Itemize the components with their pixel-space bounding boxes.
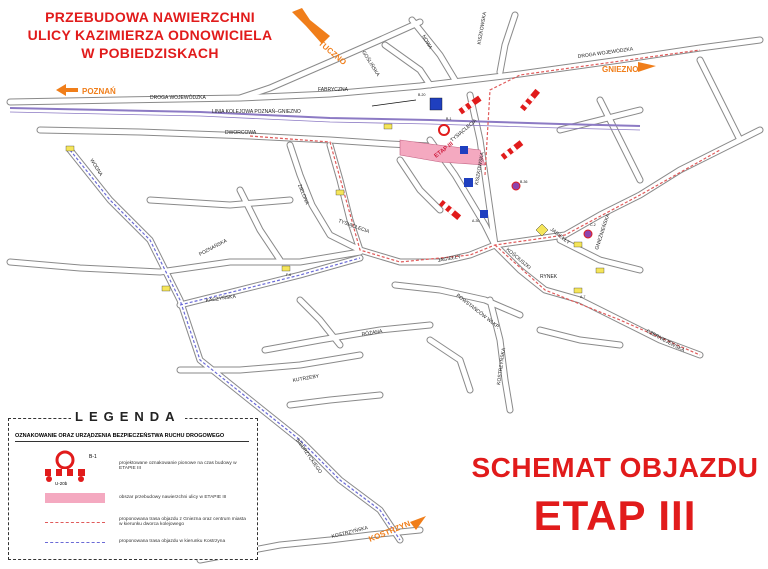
street-wodna: WODNA (88, 157, 104, 178)
legend-row2-desc: obszar przebudowy nawierzchni ulicy w ETAPIE III (119, 495, 227, 500)
street-zielona: ZIELONA (296, 183, 310, 206)
legend-heading: LEGENDA (71, 409, 185, 424)
street-droga-wojewodzka-left: DROGA WOJEWÓDZKA (150, 95, 206, 101)
b1-sign-icon (57, 452, 73, 468)
schemat-line-1: SCHEMAT OBJAZDU (471, 452, 759, 483)
sign-label-b36: B-36 (520, 180, 528, 184)
legend-subheading: OZNAKOWANIE ORAZ URZĄDZENIA BEZPIECZEŃSTWA RUCHU DROGOWEGO (15, 433, 249, 442)
direction-poznan (56, 84, 116, 96)
street-kutrzeby: KUTRZEBY (292, 373, 320, 384)
street-kiszkowska-top: KISZKOWSKA (476, 11, 489, 46)
street-fabryczna: FABRYCZNA (318, 87, 348, 93)
street-kiszkowska-mid: KISZKOWSKA (474, 151, 486, 186)
sign-blue-square-2 (464, 178, 473, 187)
schemat-line-2: ETAP III (533, 492, 697, 539)
sign-label-f6: F-6 (286, 273, 292, 277)
legend-pink-swatch (45, 493, 105, 503)
title-line-3: W POBIEDZISKACH (81, 45, 219, 61)
legend-sign-b1-label: B-1 (89, 454, 97, 460)
street-goslinska: GOŚLIŃSKA (360, 49, 381, 78)
sign-label-b20: B-20 (418, 93, 426, 97)
street-dworcowa: DWORCOWA (225, 130, 257, 136)
etap-iii-road-label: ETAP III (433, 141, 455, 160)
street-droga-wojewodzka-right: DROGA WOJEWÓDZKA (577, 46, 634, 60)
street-kostrzynska-bottom: KOSTRZYŃSKA (331, 525, 369, 540)
legend-box (8, 409, 258, 560)
sign-blue-square (460, 146, 468, 154)
direction-label-tuczno: TUCZNO (316, 38, 349, 67)
sign-label-a7: A-7 (580, 295, 586, 299)
legend-blue-dash (45, 542, 105, 543)
street-kostrzynska-mid: KOSTRZYŃSKA (496, 347, 508, 386)
street-kosciuszki: KOŚCIUSZKI (504, 246, 532, 272)
street-czerniejewska: CZERNIEJEWSKA (645, 328, 686, 354)
title-line-2: ULICY KAZIMIERZA ODNOWICIELA (27, 27, 273, 43)
street-tysiaclecia-top: TYSIĄCLECIA (449, 118, 479, 144)
direction-tuczno (292, 8, 348, 67)
direction-label-poznan: POZNAŃ (82, 87, 116, 96)
legend-row-blue-route (15, 537, 251, 549)
direction-label-gniezno: GNIEZNO (602, 65, 639, 74)
legend-row-zone (15, 491, 251, 505)
sign-label-b1: B-1 (446, 117, 452, 121)
legend-row1-desc: projektowane oznakowanie pionowe na czas budowy w ETAPIE III (119, 461, 237, 471)
legend-row3-desc: proponowana trasa objazdu z Gniezna oraz centrum miasta w kierunku dworca kolejowego (119, 517, 246, 527)
sign-b20-square (430, 98, 442, 110)
legend-row4-desc: proponowana trasa objazdu w kierunku Kostrzyna (119, 539, 226, 544)
sign-label-c2: C-2 (590, 223, 596, 227)
street-jagielly-right: JAGIEŁŁY (548, 226, 571, 246)
sign-b1-circle (439, 125, 449, 135)
street-rynek: RYNEK (540, 274, 558, 280)
street-kaczynska: KACZYŃSKA (205, 293, 237, 304)
street-gnieznienska: GNIEŹNIEŃSKA (594, 213, 612, 251)
railway-line (10, 108, 640, 126)
legend-sign-u20b-label: U-20b (55, 481, 68, 486)
sign-label-a30: A-30 (472, 219, 480, 223)
legend-row-red-route (15, 517, 251, 529)
legend-red-dash (45, 522, 105, 523)
direction-label-kostrzyn: KOSTRZYN (367, 519, 412, 544)
title-line-1: PRZEBUDOWA NAWIERZCHNI (45, 9, 255, 25)
sign-round-purple (584, 230, 592, 238)
street-poznanska: POZNAŃSKA (198, 237, 229, 258)
map-title (10, 8, 290, 62)
street-powstancow: POWSTAŃCÓW WLKP. (454, 292, 501, 331)
legend-row-signs (15, 449, 251, 487)
sign-b36-circle (512, 182, 520, 190)
barrier-sign-n3 (501, 140, 524, 160)
railway-line-outer (10, 112, 640, 130)
railway-label: LINIA KOLEJOWA POZNAŃ–GNIEZNO (212, 109, 301, 115)
street-tysiaclecia-bottom: TYSIĄCLECIA (337, 218, 370, 236)
sign-blue-square-3 (480, 210, 488, 218)
detour-scheme-heading (470, 452, 760, 540)
street-nowa: NOWA (420, 34, 434, 51)
street-jagielly-mid: JAGIEŁŁY (437, 254, 462, 264)
street-biedrzyckiego: BIEDRZYCKIEGO (294, 437, 323, 475)
street-rozana: RÓŻANA (361, 328, 383, 338)
barrier-sign-n2 (520, 89, 540, 111)
